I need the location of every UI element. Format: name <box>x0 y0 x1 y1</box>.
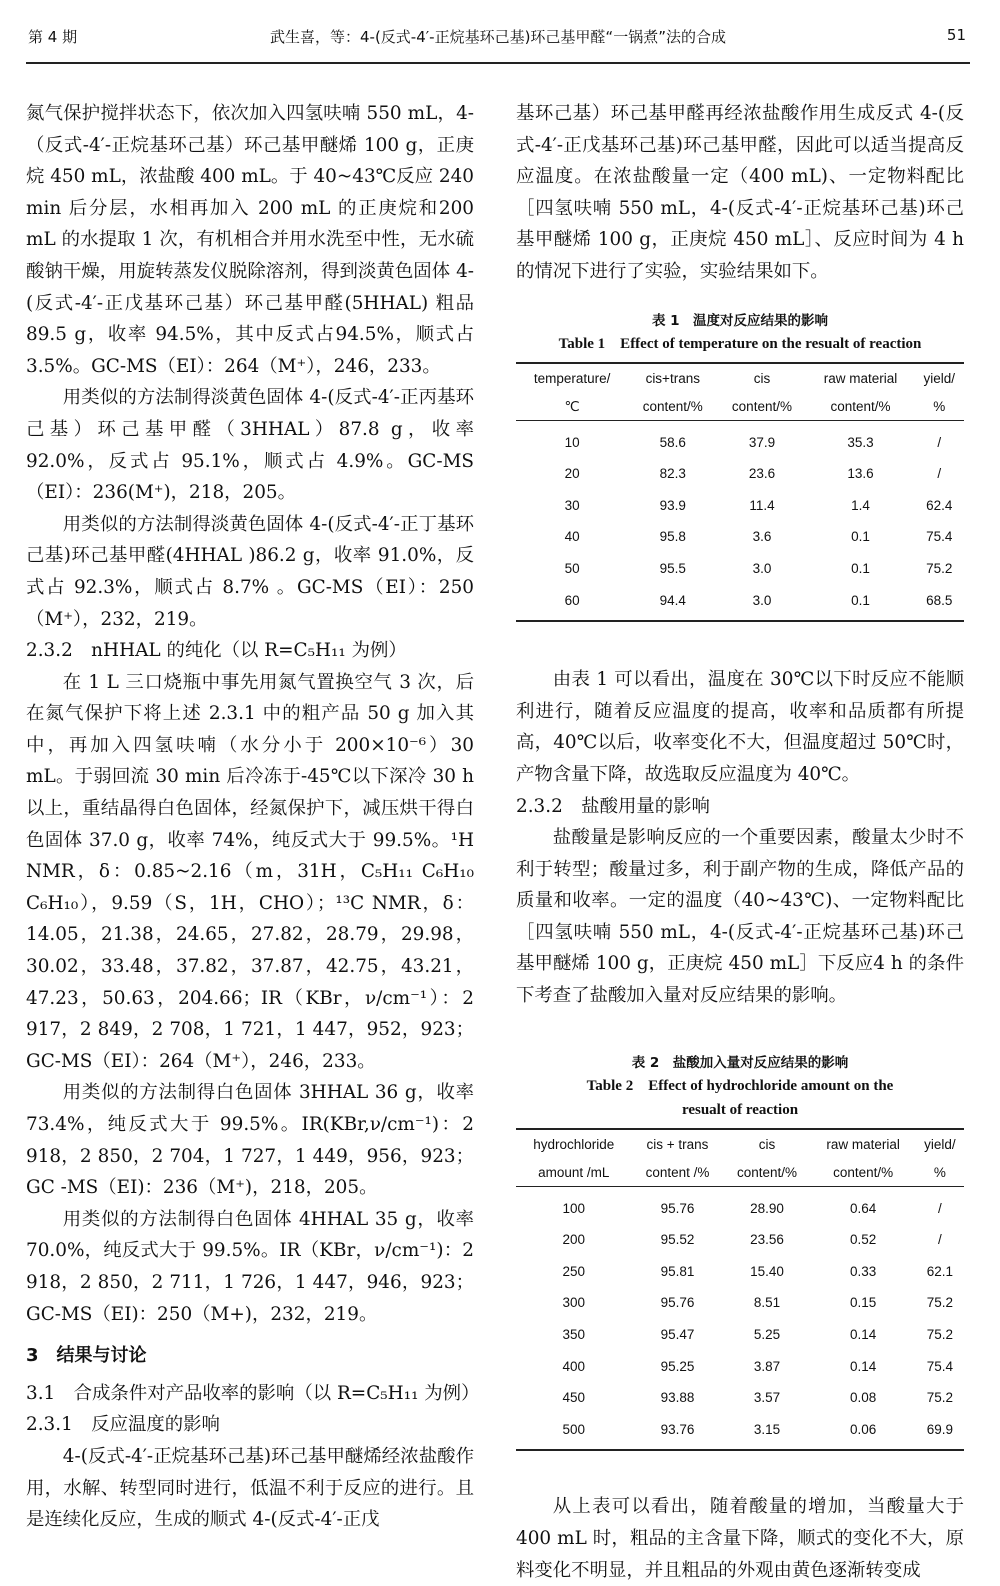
page-number: 51 <box>946 26 966 44</box>
table-header: raw material <box>810 1129 915 1158</box>
table-header: hydrochloride <box>516 1129 631 1158</box>
paragraph: 氮气保护搅拌状态下，依次加入四氢呋喃 550 mL，4-（反式-4′-正烷基环己基）环己基甲醚烯 100 g，正庚烷 450 mL，浓盐酸 400 mL。于 40~43℃反应 240 min 后分层，水相再加入 200 mL 的正庚烷和200 mL 的水提取 1 次，有机相合并用水洗至中性，无水硫酸钠干燥，用旋转蒸发仪脱除溶剂，得到淡黄色固体 4-(反式-4′-正戊基环己基）环己基甲醛(5HHAL) 粗品 89.5 g，收率 94.5%，其中反式占94.5%，顺式占3.5%。GC-MS（EI）：264（M⁺），246，233。 <box>26 103 474 377</box>
paragraph: 4-(反式-4′-正烷基环己基)环己基甲醚烯经浓盐酸作用，水解、转型同时进行，低温不利于反应的进行。且是连续化反应，生成的顺式 4-(反式-4′-正戊 <box>26 1445 474 1531</box>
table-header: content/% <box>807 392 915 421</box>
table-cell: 250 <box>562 1263 585 1279</box>
table-cell: 500 <box>516 1414 631 1451</box>
table-cell: 0.1 <box>851 560 870 576</box>
table-cell: 95.76 <box>660 1295 695 1311</box>
table-cell: 93.88 <box>660 1390 695 1406</box>
table-cell: 75.2 <box>926 1327 953 1343</box>
paragraph: 在 1 L 三口烧瓶中事先用氮气置换空气 3 次，后在氮气保护下将上述 2.3.1 中的粗产品 50 g 加入其中，再加入四氢呋喃（水分小于 200×10⁻⁶）30 mL。于弱回流 30 min 后冷冻于-45℃以下深冷 30 h 以上，重结晶得白色固体，经氮保护下，减压烘干得白色固体 37.0 g，收率 74%，纯反式大于 99.5%。¹H NMR，δ：0.85~2.16（m，31H，C₅H₁₁ C₆H₁₀ C₆H₁₀），9.59（S，1H，CHO）；¹³C NMR，δ：14.05，21.38，24.65，27.82，28.79，29.98，30.02，33.48，37.82，37.87，42.75，43.21，47.23，50.63，204.66；IR（KBr，ν/cm⁻¹）：2 917，2 849，2 708，1 721，1 447，952，923；GC-MS（EI）：264（M⁺），246，233。 <box>26 671 474 1072</box>
table-cell: 3.0 <box>752 560 772 576</box>
table-cell: 62.4 <box>926 497 953 513</box>
table-cell: 400 <box>562 1358 585 1374</box>
table-header: % <box>915 392 964 421</box>
table-cell: 300 <box>562 1295 585 1311</box>
table-row <box>516 1186 964 1224</box>
table-cell: 28.90 <box>750 1200 784 1216</box>
left-column <box>26 98 480 1536</box>
table-header: content/% <box>810 1158 915 1187</box>
table-cell: 3.87 <box>753 1358 781 1374</box>
table-cell: 10 <box>564 434 580 450</box>
table-header: content/% <box>724 1158 811 1187</box>
running-title: 武生喜，等：4-(反式-4′-正烷基环己基)环己基甲醛“一锅煮”法的合成 <box>270 28 726 46</box>
table-cell: 3.15 <box>724 1414 811 1451</box>
table-cell: 100 <box>562 1200 585 1216</box>
table-cell: 11.4 <box>749 497 775 513</box>
table-2-grid <box>516 1128 964 1452</box>
table-cell: 5.25 <box>753 1327 781 1343</box>
table-row <box>516 1256 964 1288</box>
section-heading-2-3-2: 2.3.2 nHHAL 的纯化（以 R=C₅H₁₁ 为例） <box>26 640 407 662</box>
paragraph: 盐酸量是影响反应的一个重要因素，酸量太少时不利于转型；酸量过多，利于副产物的生成，降低产品的质量和收率。一定的温度（40~43℃)、一定物料配比［四氢呋喃 550 mL，4-(反式-4′-正烷基环己基)环己基甲醚烯 100 g，正庚烷 450 mL］下反应4 h 的条件下考查了盐酸加入量对反应结果的影响。 <box>516 827 964 1007</box>
table-cell: 95.81 <box>660 1263 695 1279</box>
table-cell: 75.2 <box>926 560 953 576</box>
table-cell: 95.52 <box>660 1232 695 1248</box>
paragraph: 由表 1 可以看出，温度在 30℃以下时反应不能顺利进行，随着反应温度的提高，收率和品质都有所提高，40℃以后，收率变化不大，但温度超过 50℃时，产物含量下降，故选取反应温度为 40℃。 <box>516 669 964 785</box>
table-cell: 1.4 <box>851 497 870 513</box>
table-row <box>516 458 964 490</box>
table-cell: 0.06 <box>810 1414 915 1451</box>
table-cell: 60 <box>516 585 628 622</box>
paragraph: 用类似的方法制得淡黄色固体 4-(反式-4′-正丙基环己基）环己基甲醛（3HHAL）87.8 g，收率 92.0%，反式占 95.1%，顺式占 4.9%。GC-MS（EI）：236(M⁺)，218，205。 <box>26 387 474 504</box>
table-row <box>516 490 964 522</box>
table-cell: 15.40 <box>750 1263 784 1279</box>
table-2 <box>516 1052 964 1452</box>
table-cell: 350 <box>562 1327 585 1343</box>
table-row <box>516 1224 964 1256</box>
table-cell: 3.0 <box>717 585 806 622</box>
table-row <box>516 1414 964 1451</box>
section-heading-2-3-2-hcl: 2.3.2 盐酸用量的影响 <box>516 795 710 817</box>
table-header: raw material <box>807 363 915 392</box>
table-cell: 200 <box>562 1232 585 1248</box>
table-header: yield/ <box>916 1129 964 1158</box>
table-2-caption-cn: 表 2 盐酸加入量对反应结果的影响 <box>631 1054 849 1071</box>
table-cell: 35.3 <box>847 434 874 450</box>
table-cell: 50 <box>564 560 580 576</box>
section-heading-3: 3 结果与讨论 <box>26 1345 147 1367</box>
table-1-caption-cn: 表 1 温度对反应结果的影响 <box>651 312 829 329</box>
table-header: cis <box>724 1129 811 1158</box>
table-header: yield/ <box>915 363 964 392</box>
table-cell: 75.2 <box>926 1295 953 1311</box>
table-cell: 68.5 <box>915 585 964 622</box>
table-1-caption-en: Table 1 Effect of temperature on the resualt of reaction <box>558 335 922 352</box>
table-cell: 58.6 <box>659 434 686 450</box>
paragraph: 从上表可以看出，随着酸量的增加，当酸量大于 400 mL 时，粗品的主含量下降，顺式的变化不大，原料变化不明显，并且粗品的外观由黄色逐渐转变成 <box>516 1496 964 1581</box>
table-header: amount /mL <box>516 1158 631 1187</box>
table-cell: 3.57 <box>753 1390 781 1406</box>
table-cell: 3.6 <box>752 529 772 545</box>
table-cell: 95.8 <box>659 529 686 545</box>
table-cell: 75.4 <box>926 529 953 545</box>
table-cell: 8.51 <box>753 1295 781 1311</box>
table-header: content/% <box>717 392 806 421</box>
table-header: content /% <box>631 1158 723 1187</box>
table-2-caption-en-cont: resualt of reaction <box>681 1101 799 1118</box>
table-header: cis+trans <box>628 363 717 392</box>
table-cell: 95.47 <box>660 1327 695 1343</box>
table-2-caption-en: Table 2 Effect of hydrochloride amount on the <box>586 1077 894 1094</box>
issue-number: 第 4 期 <box>28 28 78 46</box>
section-heading-2-3-1: 2.3.1 反应温度的影响 <box>26 1414 220 1436</box>
table-row <box>516 1382 964 1414</box>
table-1 <box>516 310 964 623</box>
table-1-grid <box>516 362 964 623</box>
right-column <box>516 98 964 1586</box>
table-cell: 95.25 <box>660 1358 695 1374</box>
table-cell: 23.56 <box>750 1232 784 1248</box>
table-cell: 95.5 <box>659 560 686 576</box>
table-cell: 13.6 <box>847 466 874 482</box>
table-row <box>516 420 964 458</box>
table-cell: 450 <box>562 1390 585 1406</box>
table-cell: 0.08 <box>849 1390 877 1406</box>
table-cell: 37.9 <box>748 434 776 450</box>
table-cell: 94.4 <box>628 585 717 622</box>
table-cell: 0.14 <box>849 1327 877 1343</box>
table-row <box>516 521 964 553</box>
table-cell: 75.4 <box>926 1358 953 1374</box>
table-cell: 93.76 <box>631 1414 723 1451</box>
table-cell: 0.52 <box>849 1232 877 1248</box>
table-header: temperature/ <box>516 363 628 392</box>
table-cell: 23.6 <box>748 466 776 482</box>
table-row <box>516 1351 964 1383</box>
table-header: cis <box>717 363 806 392</box>
table-cell: 0.14 <box>849 1358 877 1374</box>
table-cell: 0.33 <box>849 1263 877 1279</box>
paragraph: 用类似的方法制得淡黄色固体 4-(反式-4′-正丁基环己基)环己基甲醛(4HHAL )86.2 g，收率 91.0%，反式占 92.3%，顺式占 8.7% 。GC-MS（EI）：250（M⁺），232，219。 <box>26 513 474 630</box>
table-cell: / <box>937 1200 942 1216</box>
table-cell: 93.9 <box>659 497 686 513</box>
table-row <box>516 585 964 622</box>
table-cell: 0.15 <box>849 1295 877 1311</box>
paragraph: 用类似的方法制得白色固体 3HHAL 36 g，收率 73.4%，纯反式大于 99.5%。IR(KBr,ν/cm⁻¹)：2 918，2 850，2 704，1 727，1 449，956，923；GC -MS（EI)：236（M⁺)，218，205。 <box>26 1082 474 1199</box>
table-row <box>516 553 964 585</box>
table-cell: 0.64 <box>849 1200 877 1216</box>
paragraph: 基环己基）环己基甲醛再经浓盐酸作用生成反式 4-(反式-4′-正戊基环己基)环己基甲醛，因此可以适当提高反应温度。在浓盐酸量一定（400 mL)、一定物料配比［四氢呋喃 550 mL，4-(反式-4′-正烷基环己基)环己基甲醚烯 100 g，正庚烷 450 mL］、反应时间为 4 h 的情况下进行了实验，实验结果如下。 <box>516 103 964 282</box>
table-cell: 30 <box>564 497 580 513</box>
table-header: ℃ <box>516 392 628 421</box>
table-cell: 75.2 <box>926 1390 953 1406</box>
table-cell: / <box>937 1232 942 1248</box>
table-cell: 82.3 <box>659 466 686 482</box>
table-cell: 20 <box>564 466 580 482</box>
section-heading-3-1: 3.1 合成条件对产品收率的影响（以 R=C₅H₁₁ 为例） <box>26 1382 480 1404</box>
table-cell: 0.1 <box>851 529 870 545</box>
table-header: % <box>916 1158 964 1187</box>
table-cell: / <box>937 466 942 482</box>
table-cell: 40 <box>564 529 580 545</box>
table-header: cis + trans <box>631 1129 723 1158</box>
table-cell: 95.76 <box>660 1200 695 1216</box>
table-cell: 69.9 <box>916 1414 964 1451</box>
paragraph: 用类似的方法制得白色固体 4HHAL 35 g，收率 70.0%，纯反式大于 99.5%。IR（KBr，ν/cm⁻¹)：2 918，2 850，2 711，1 726，1 447，946，923；GC-MS（EI)：250（M+)，232，219。 <box>26 1208 474 1325</box>
table-cell: 0.1 <box>807 585 915 622</box>
table-cell: 62.1 <box>926 1263 953 1279</box>
table-row <box>516 1287 964 1319</box>
table-row <box>516 1319 964 1351</box>
table-header: content/% <box>628 392 717 421</box>
running-header <box>26 18 970 64</box>
table-cell: / <box>937 434 942 450</box>
